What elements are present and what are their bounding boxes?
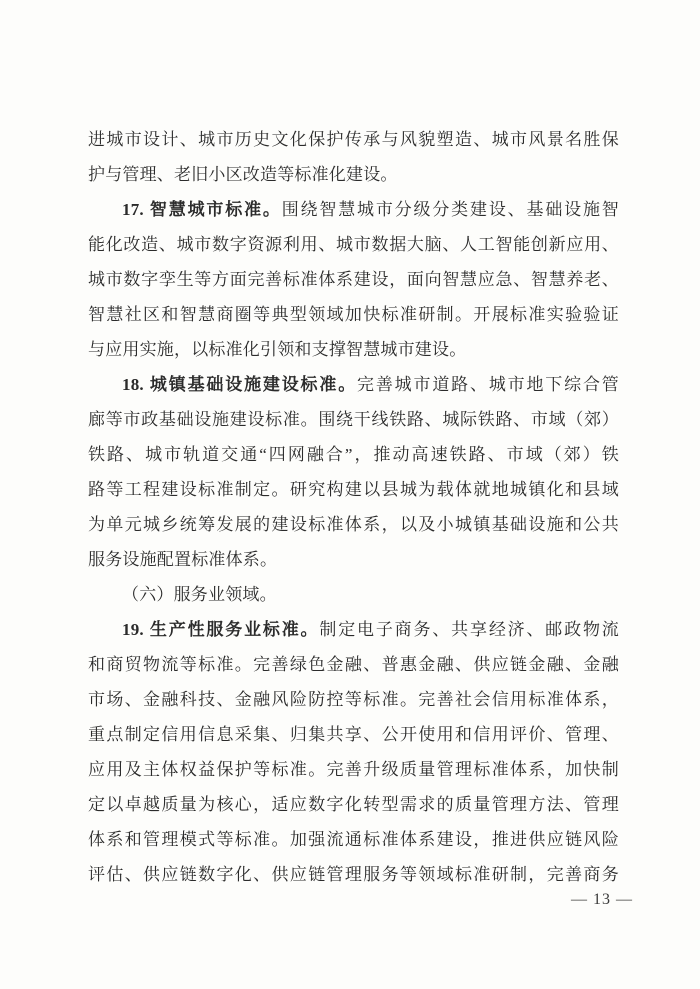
- document-line: [88, 577, 619, 612]
- body-text: 铁路、城市轨道交通“四网融合”，推动高速铁路、市域（郊）铁: [88, 445, 619, 464]
- document-line: [88, 752, 619, 787]
- body-text: 和商贸物流等标准。完善绿色金融、普惠金融、供应链金融、金融: [88, 655, 619, 674]
- document-line: [88, 367, 619, 402]
- body-text: 与应用实施，以标准化引领和支撑智慧城市建设。: [88, 340, 467, 359]
- body-text: 评估、供应链数字化、供应链管理服务等领域标准研制，完善商务: [88, 865, 619, 884]
- body-text: 城市数字孪生等方面完善标准体系建设，面向智慧应急、智慧养老、: [88, 270, 619, 289]
- document-line: [88, 192, 619, 227]
- document-line: [88, 332, 619, 367]
- document-line: [88, 297, 619, 332]
- body-text: 进城市设计、城市历史文化保护传承与风貌塑造、城市风景名胜保: [88, 130, 619, 149]
- document-line: [88, 787, 619, 822]
- document-line: [88, 822, 619, 857]
- document-line: [88, 647, 619, 682]
- section-heading-text: 19. 生产性服务业标准。: [122, 620, 320, 639]
- body-text: 完善城市道路、城市地下综合管: [357, 375, 619, 394]
- body-text: 为单元城乡统筹发展的建设标准体系，以及小城镇基础设施和公共: [88, 515, 619, 534]
- document-line: [88, 227, 619, 262]
- document-line: [88, 472, 619, 507]
- body-text: 服务设施配置标准体系。: [88, 550, 278, 569]
- body-text: （六）服务业领域。: [122, 585, 277, 604]
- body-text: 制定电子商务、共享经济、邮政物流: [319, 620, 619, 639]
- body-text: 应用及主体权益保护等标准。完善升级质量管理标准体系，加快制: [88, 760, 619, 779]
- document-line: [88, 857, 619, 892]
- body-text: 重点制定信用信息采集、归集共享、公开使用和信用评价、管理、: [88, 725, 619, 744]
- document-line: [88, 542, 619, 577]
- document-line: [88, 262, 619, 297]
- body-text: 智慧社区和智慧商圈等典型领域加快标准研制。开展标准实验验证: [88, 305, 619, 324]
- document-line: [88, 682, 619, 717]
- body-text: 廊等市政基础设施建设标准。围绕干线铁路、城际铁路、市域（郊）: [88, 410, 619, 429]
- document-line: [88, 717, 619, 752]
- document-line: [88, 122, 619, 157]
- body-text: 路等工程建设标准制定。研究构建以县城为载体就地城镇化和县域: [88, 480, 619, 499]
- body-text: 体系和管理模式等标准。加强流通标准体系建设，推进供应链风险: [88, 830, 619, 849]
- document-line: [88, 437, 619, 472]
- body-text: 定以卓越质量为核心，适应数字化转型需求的质量管理方法、管理: [88, 795, 619, 814]
- section-heading-text: 17. 智慧城市标准。: [122, 200, 282, 219]
- page-number: — 13 —: [571, 891, 633, 908]
- body-text: 能化改造、城市数字资源利用、城市数据大脑、人工智能创新应用、: [88, 235, 619, 254]
- text-block: [88, 122, 619, 892]
- body-text: 围绕智慧城市分级分类建设、基础设施智: [281, 200, 620, 219]
- document-line: [88, 157, 619, 192]
- body-text: 护与管理、老旧小区改造等标准化建设。: [88, 165, 398, 184]
- document-line: [88, 507, 619, 542]
- document-line: [88, 612, 619, 647]
- section-heading-text: 18. 城镇基础设施建设标准。: [122, 375, 358, 394]
- document-line: [88, 402, 619, 437]
- body-text: 市场、金融科技、金融风险防控等标准。完善社会信用标准体系，: [88, 690, 619, 709]
